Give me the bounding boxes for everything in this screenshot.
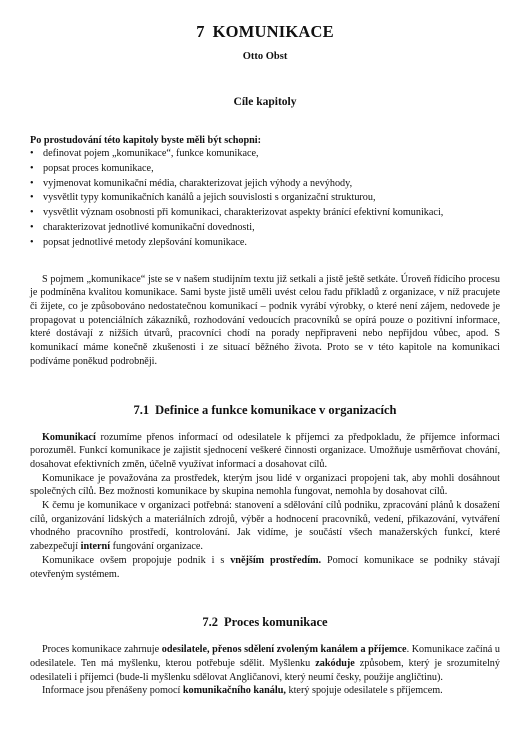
- list-item: • vysvětlit typy komunikačních kanálů a jejich souvislosti s organizační strukturou,: [30, 191, 500, 206]
- section-heading-definition: [30, 403, 500, 418]
- goals-list: [30, 147, 500, 251]
- chapter-title: [30, 18, 500, 42]
- paragraph: Proces komunikace zahrnuje odesilatele, přenos sdělení zvoleným kanálem a příjemce. Komunikace začíná u odesilatele. Ten má myšlenku, kterou potřebuje sdělit. Myšlenku zakóduje způsobem, který je srozumitelný odesilateli i příjemci (bude-li myšlenku sdělovat Angličanovi, který neumí česky, použije angličtinu).: [30, 644, 500, 683]
- list-item: • vysvětlit význam osobnosti při komunikaci, charakterizovat aspekty bránící efektivní komunikaci,: [30, 206, 500, 221]
- section-title: Definice a funkce komunikace v organizacích: [155, 402, 397, 417]
- paragraph: Komunikací rozumíme přenos informací od odesilatele k příjemci za předpokladu, že příjemce informaci porozuměl. Funkcí komunikace je zajistit sjednocení veškeré činnosti organizace. Umožňuje usměrňovat chování, dosahovat efektivních změn, účelně využívat informací a dosahovat cílů.: [30, 431, 500, 470]
- chapter-title-text: KOMUNIKACE: [212, 22, 334, 41]
- bullet-icon: •: [30, 192, 34, 204]
- section-number: 7.2: [202, 615, 219, 630]
- bullet-icon: •: [30, 177, 34, 189]
- list-item: • popsat jednotlivé metody zlepšování komunikace.: [30, 236, 500, 251]
- section-number: 7.1: [133, 402, 150, 417]
- chapter-number: 7: [196, 22, 205, 41]
- list-item: • popsat proces komunikace,: [30, 162, 500, 177]
- list-item: • definovat pojem „komunikace“, funkce komunikace,: [30, 147, 500, 162]
- section-heading-process: [30, 615, 500, 630]
- bullet-icon: •: [30, 162, 34, 174]
- paragraph: K čemu je komunikace v organizaci potřebná: stanovení a sdělování cílů podniku, zpracování plánů k dosažení cílů, organizování lidských a materiálních zdrojů, výběr a hodnocení pracovníků, vedení, přikazování, vytváření vhodného pracovního prostředí, kontrolování. Jak vidíme, je součástí všech manažerských funkcí, které zabezpečují interní fungování organizace.: [30, 500, 500, 553]
- list-item: • charakterizovat jednotlivé komunikační dovednosti,: [30, 221, 500, 236]
- bullet-icon: •: [30, 148, 34, 159]
- paragraph: Komunikace ovšem propojuje podnik i s vnějším prostředím. Pomocí komunikace se podniky stávají otevřeným systémem.: [30, 554, 500, 580]
- bullet-icon: •: [30, 221, 34, 233]
- author-name: Otto Obst: [242, 51, 288, 62]
- section-title: Proces komunikace: [224, 615, 328, 630]
- bullet-icon: •: [30, 236, 34, 248]
- bullet-icon: •: [30, 207, 34, 219]
- paragraph: Komunikace je považována za prostředek, kterým jsou lidé v organizaci propojeni tak, aby mohli dosáhnout společných cílů. Bez možnosti komunikace by skupina nemohla fungovat, nemohla by dosahovat cílů.: [30, 472, 500, 498]
- intro-paragraph: S pojmem „komunikace“ jste se v našem studijním textu již setkali a jistě ještě setkáte. Úroveň řídicího procesu je podmíněna kvalitou komunikace. Sami byste jistě uměli uvést celou řadu příkladů z organizace, v níž pracujete či žijete, co je způsobováno nedostatečnou komunikací – podnik vyrábí výrobky, o které není zájem, nedovede je propagovat u potenciálních zákazníků, rozhodování vedoucích pracovníků se opírá pouze o pozitivní informace, které dostávají z nižších útvarů, pracovníci chodí na porady nepřipraveni nebo nepřijdou vůbec, apod. S komunikací máme konečně zkušenosti i ze situací běžného života. Proto se v této kapitole na komunikaci podíváme poněkud podrobněji.: [30, 273, 500, 367]
- goals-heading: Cíle kapitoly: [233, 96, 297, 108]
- goals-intro: Po prostudování této kapitoly byste měli být schopni:: [30, 135, 262, 146]
- paragraph: Informace jsou přenášeny pomocí komunikačního kanálu, který spojuje odesilatele s příjemcem.: [42, 685, 443, 697]
- list-item: • vyjmenovat komunikační média, charakterizovat jejich výhody a nevýhody,: [30, 177, 500, 192]
